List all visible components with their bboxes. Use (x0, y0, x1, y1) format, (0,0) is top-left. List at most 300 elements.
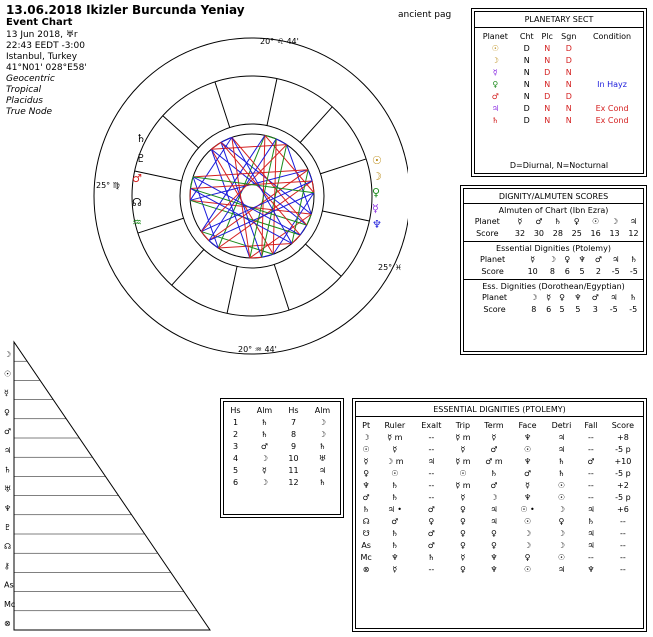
house-cusp-line (320, 159, 366, 174)
house-cusp-line (306, 244, 342, 276)
dignity-value: ♂ (587, 456, 595, 466)
dignity-value: ♃ (557, 444, 566, 454)
sect-condition (581, 42, 643, 54)
house-number: 8 (290, 429, 297, 439)
ess-dorothean-table (464, 291, 643, 315)
dignity-value: ♄ (391, 540, 399, 550)
dignity-planet: ☽ (362, 432, 370, 442)
sect-row (475, 54, 643, 66)
sect-row (475, 90, 643, 102)
house-cusp-line (300, 107, 332, 143)
ptolemy-planet-glyph: ♄ (630, 254, 638, 264)
dignity-value: ☿ (460, 492, 466, 502)
ptolemy-score-label: Score (481, 266, 504, 276)
house-almuten-table (224, 404, 340, 488)
aspect-line (276, 139, 286, 145)
dignity-value: ♆ (587, 564, 595, 574)
dorothean-planet-glyph: ☽ (530, 292, 538, 302)
dignity-value: ☽ m (386, 456, 404, 466)
ptolemy-planet-glyph: ☽ (548, 254, 557, 264)
aquarius-glyph: ♒ (132, 216, 142, 229)
grid-planet-label: ☽ (4, 350, 12, 360)
sect-place-value: N (544, 43, 551, 53)
chart-wheel (92, 30, 408, 356)
dignity-value: ☿ m (455, 432, 471, 442)
sect-place-value: N (544, 115, 551, 125)
sect-sign-value: N (565, 79, 572, 89)
sect-header: Plc (541, 31, 553, 41)
dignity-value: ♆ (523, 432, 532, 442)
dignity-planet: ♄ (362, 504, 370, 514)
dignity-value: -- (588, 552, 594, 562)
dignity-value: ☽ (557, 540, 566, 550)
house-cusp-line (163, 116, 199, 148)
almuten-planet-glyph: ♀ (573, 216, 580, 226)
dignity-value: ♂ (391, 516, 399, 526)
chart-zodiac-type: Geocentric (6, 74, 55, 84)
grid-planet-label: ☊ (4, 542, 12, 552)
dignity-value: ☽ (523, 540, 532, 550)
grid-planet-label: ⊗ (4, 619, 11, 628)
ess-dorothean-title: Ess. Dignities (Dorothean/Egyptian) (482, 282, 625, 291)
dignity-row (356, 455, 643, 467)
dignity-value: ♃ (587, 528, 595, 538)
dignity-row (356, 503, 643, 515)
almuten-title: Almuten of Chart (Ibn Ezra) (498, 206, 609, 215)
house-number: 6 (232, 477, 239, 487)
dignity-value: ♃ (490, 516, 498, 526)
dignity-planet: Mc (360, 552, 372, 562)
dignity-value: ☉ (557, 492, 566, 502)
dignity-value: ♂ (427, 504, 435, 514)
dignity-value: +2 (616, 480, 629, 490)
ptolemy-score-value: -5 (611, 266, 620, 276)
sect-sign-value: N (565, 67, 572, 77)
dignity-value: ♂ (523, 468, 532, 478)
aspect-line (308, 170, 312, 181)
dignity-value: ♃ • (387, 504, 403, 514)
mars-glyph: ♂ (132, 172, 142, 185)
dorothean-score-value: 5 (575, 304, 581, 314)
grid-planet-label: ♃ (4, 446, 12, 456)
sect-place-value: D (544, 67, 551, 77)
house-number: 2 (232, 429, 239, 439)
dignity-value: ☽ (557, 504, 566, 514)
dignity-value: ♃ (557, 564, 566, 574)
south-node-glyph: ☊ (132, 196, 142, 209)
dignity-value: ♃ (490, 504, 498, 514)
cusp-label-top: 20° ♌ 44' (260, 37, 299, 46)
house-row (224, 464, 340, 476)
dignity-value: ♃ (587, 504, 595, 514)
house-number: 3 (232, 441, 239, 451)
almuten-table (464, 215, 643, 239)
house-almuten: ♄ (318, 441, 327, 451)
planetary-sect-title: PLANETARY SECT (524, 15, 594, 24)
aspect-grid (4, 338, 218, 634)
almuten-planet-label: Planet (474, 216, 500, 226)
house-number: 5 (232, 465, 239, 475)
house-row (224, 476, 340, 488)
ptolemy-planet-glyph: ☿ (530, 254, 536, 264)
house-almuten: ☽ (260, 453, 269, 463)
planet-glyph: ☽ (491, 55, 499, 65)
dignity-value: ☿ (460, 552, 466, 562)
ptolemy-score-value: 8 (549, 266, 555, 276)
dignity-value: -5 p (615, 468, 631, 478)
dignity-planet: ♂ (362, 492, 370, 502)
cusp-label-bottom: 20° ♒ 44' (238, 345, 277, 354)
house-number: 9 (290, 441, 297, 451)
grid-planet-label: ♅ (4, 484, 12, 494)
grid-planet-label: ♀ (4, 407, 10, 417)
house-header: Hs (230, 405, 241, 415)
dorothean-score-value: -5 (629, 304, 638, 314)
dignity-header: Exalt (421, 420, 442, 430)
dignity-value: +10 (614, 456, 632, 466)
essential-dignities-table (356, 419, 643, 575)
chart-node-type: True Node (6, 107, 53, 117)
planetary-sect-panel (471, 8, 647, 177)
dignity-value: ☉ (557, 480, 566, 490)
dignity-value: -5 p (615, 444, 631, 454)
dignity-value: -- (620, 540, 626, 550)
sect-chart-value: D (523, 43, 530, 53)
dignity-row (356, 515, 643, 527)
dignity-value: ♂ m (485, 456, 503, 466)
sect-condition (581, 66, 643, 78)
sect-chart-value: D (523, 103, 530, 113)
dignity-value: ♃ (557, 432, 566, 442)
chart-place: Istanbul, Turkey (6, 52, 78, 62)
chart-time: 22:43 EEDT -3:00 (6, 41, 85, 51)
dignity-scores-panel (460, 185, 647, 355)
grid-planet-label: ☿ (4, 388, 9, 398)
dignity-value: ♃ (587, 540, 595, 550)
dignity-value: ☽ (523, 528, 532, 538)
dignity-value: ♂ (427, 528, 435, 538)
dignity-planet: ♀ (363, 468, 370, 478)
almuten-score-value: 25 (571, 228, 582, 238)
sect-place-value: D (544, 91, 551, 101)
dignity-row (356, 431, 643, 443)
house-cusp-line (138, 218, 184, 233)
dorothean-planet-glyph: ♆ (574, 292, 582, 302)
essential-dignities-panel (352, 398, 647, 632)
grid-planet-label: ⚷ (4, 561, 10, 571)
almuten-planet-glyph: ☉ (592, 216, 600, 226)
dignity-value: ☽ (557, 528, 566, 538)
ess-ptolemy-title: Essential Dignities (Ptolemy) (496, 244, 611, 253)
almuten-planet-glyph: ☿ (517, 216, 523, 226)
chart-title: 13.06.2018 Ikizler Burcunda Yeniay (6, 3, 245, 17)
planet-glyph: ♀ (492, 79, 499, 89)
sect-chart-value: N (523, 79, 530, 89)
dignity-row (356, 491, 643, 503)
dignity-row (356, 563, 643, 575)
ptolemy-planet-glyph: ♆ (578, 254, 586, 264)
sect-row (475, 66, 643, 78)
dignity-value: ♂ (490, 444, 498, 454)
dignity-value: ♄ (391, 480, 399, 490)
ptolemy-planet-glyph: ♀ (564, 254, 571, 264)
house-almuten: ☽ (318, 417, 327, 427)
dignity-value: ♀ (460, 528, 466, 538)
dignity-value: +8 (616, 432, 629, 442)
dignity-value: ♀ (558, 516, 565, 526)
dorothean-planet-glyph: ♂ (591, 292, 599, 302)
dignity-value: ♄ (391, 528, 399, 538)
almuten-score-label: Score (476, 228, 499, 238)
dignity-value: -- (428, 564, 435, 574)
dorothean-score-label: Score (483, 304, 506, 314)
ancient-page-label: ancient pag (398, 10, 452, 20)
dignity-value: ♀ (460, 540, 466, 550)
dignity-value: -- (588, 492, 594, 502)
house-almuten-panel (220, 398, 344, 518)
dignity-value: ♂ (490, 480, 498, 490)
sect-chart-value: N (523, 91, 530, 101)
sect-place-value: N (544, 79, 551, 89)
house-cusp-line (267, 79, 277, 126)
almuten-planet-glyph: ☽ (610, 216, 619, 226)
grid-planet-label: ☉ (4, 369, 12, 379)
sect-row (475, 78, 643, 90)
dignity-value: ☽ (490, 492, 498, 502)
grid-planet-label: ♂ (4, 427, 12, 436)
almuten-planet-glyph: ♄ (554, 216, 562, 226)
dignity-header: Detri (551, 420, 572, 430)
aspect-line (211, 142, 221, 149)
dignity-header: Term (484, 420, 504, 430)
grid-planet-label: Mc (4, 599, 16, 609)
house-row (224, 416, 340, 428)
dignity-scores-title: DIGNITY/ALMUTEN SCORES (498, 192, 609, 201)
dignity-value: -- (588, 480, 594, 490)
dignity-value: -- (428, 444, 435, 454)
aspect-line (300, 225, 307, 235)
sect-row (475, 114, 643, 126)
house-almuten: ♃ (318, 465, 327, 475)
sect-place-value: N (544, 103, 551, 113)
house-number: 1 (232, 417, 239, 427)
planet-glyph: ♄ (491, 115, 499, 125)
dignity-value: ♄ (427, 552, 435, 562)
dignity-header: Fall (584, 420, 598, 430)
almuten-score-value: 12 (628, 228, 639, 238)
ptolemy-score-value: -5 (629, 266, 638, 276)
dignity-value: ♀ (491, 528, 497, 538)
grid-planet-label: ♇ (4, 523, 12, 532)
dignity-value: ♀ (524, 552, 531, 562)
aspect-line (218, 243, 292, 248)
dignity-planet: ☊ (362, 516, 370, 526)
sect-sign-value: N (565, 115, 572, 125)
dignity-value: -- (620, 528, 626, 538)
planet-glyph: ♃ (491, 103, 499, 113)
dignity-value: -- (428, 492, 435, 502)
chart-zodiac-mode: Tropical (6, 85, 42, 95)
grid-planet-label: ♄ (4, 465, 12, 475)
aspect-line (190, 177, 193, 189)
dignity-value: ♀ (491, 540, 497, 550)
dignity-header: Face (518, 420, 537, 430)
almuten-planet-glyph: ♂ (535, 216, 543, 226)
dignity-value: -- (588, 468, 594, 478)
dignity-value: ♂ (427, 540, 435, 550)
dignity-value: ♀ (428, 516, 435, 526)
dignity-planet: ☋ (362, 528, 370, 538)
dignity-value: -- (588, 432, 594, 442)
house-number: 4 (232, 453, 239, 463)
chart-coords: 41°N01' 028°E58' (6, 63, 87, 73)
dignity-planet: ☿ (363, 456, 369, 466)
sect-row (475, 42, 643, 54)
venus-glyph: ♀ (372, 186, 381, 199)
dignity-row (356, 467, 643, 479)
house-number: 10 (288, 453, 299, 463)
sect-place-value: N (544, 55, 551, 65)
dignity-value: ☉ (459, 468, 467, 478)
sun-glyph: ☉ (372, 154, 382, 167)
dignity-value: ☉ (523, 516, 532, 526)
mercury-glyph: ☿ (372, 202, 379, 215)
sect-header: Cht (519, 31, 534, 41)
dignity-value: ♀ (460, 516, 466, 526)
dignity-value: ♃ (427, 456, 435, 466)
house-header: Hs (288, 405, 299, 415)
house-number: 12 (288, 477, 299, 487)
sect-row (475, 102, 643, 114)
dignity-value: ☉ • (520, 504, 535, 514)
dorothean-score-value: 6 (546, 304, 552, 314)
dignity-value: ♆ (391, 552, 399, 562)
planetary-sect-table (475, 30, 643, 126)
house-cusp-line (215, 82, 230, 128)
chart-house-system: Placidus (6, 96, 43, 106)
dorothean-score-value: 8 (531, 304, 537, 314)
planet-glyph: ☿ (492, 67, 498, 77)
dignity-planet: ☉ (362, 444, 370, 454)
dignity-value: ☿ (460, 444, 466, 454)
aspect-line (262, 254, 274, 257)
sect-condition: In Hayz (597, 79, 627, 89)
dorothean-score-value: 5 (559, 304, 565, 314)
dignity-value: ♄ (557, 468, 566, 478)
dignity-value: ♆ (490, 564, 498, 574)
house-almuten: ♄ (318, 477, 327, 487)
dignity-value: ♄ (391, 492, 399, 502)
almuten-score-value: 13 (609, 228, 620, 238)
almuten-score-value: 32 (514, 228, 526, 238)
almuten-score-value: 30 (533, 228, 545, 238)
dignity-value: ♄ (557, 456, 566, 466)
pluto-glyph: ♇ (136, 152, 146, 165)
house-almuten: ☿ (262, 465, 267, 475)
dignity-value: ☿ (525, 480, 530, 490)
house-almuten: ☽ (318, 429, 327, 439)
dignity-value: ♆ (523, 492, 532, 502)
sect-header: Planet (482, 31, 508, 41)
saturn-glyph: ♄ (136, 132, 146, 145)
dignity-value: ☿ (392, 564, 398, 574)
dignity-row (356, 539, 643, 551)
house-cusp-line (227, 266, 237, 313)
dignity-row (356, 443, 643, 455)
house-almuten: ♅ (318, 453, 327, 463)
ptolemy-score-value: 2 (595, 266, 601, 276)
house-cusp-line (274, 264, 289, 310)
dignity-value: -- (428, 480, 435, 490)
dorothean-planet-glyph: ♄ (629, 292, 637, 302)
dignity-value: -- (588, 444, 594, 454)
ptolemy-planet-glyph: ♃ (612, 254, 620, 264)
dignity-value: ☉ (391, 468, 399, 478)
dignity-value: ♄ (490, 468, 498, 478)
house-almuten: ♄ (260, 417, 269, 427)
sect-header: Sgn (561, 31, 577, 41)
dorothean-planet-glyph: ♀ (559, 292, 565, 302)
almuten-score-value: 28 (552, 228, 563, 238)
ptolemy-planet-glyph: ♂ (594, 254, 603, 264)
dorothean-planet-glyph: ☿ (546, 292, 552, 302)
dignity-value: ♀ (460, 564, 466, 574)
sect-sign-value: D (565, 43, 572, 53)
sect-sign-value: D (565, 55, 572, 65)
dignity-planet: As (361, 540, 371, 550)
grid-planet-label: As (4, 580, 14, 590)
house-row (224, 428, 340, 440)
sect-condition: Ex Cond (595, 103, 629, 113)
sect-chart-value: N (523, 55, 530, 65)
sect-header: Condition (592, 31, 632, 41)
dignity-value: ☉ (557, 552, 566, 562)
dorothean-planet-glyph: ♃ (610, 292, 618, 302)
dignity-value: ☿ (491, 432, 497, 442)
moon-glyph: ☽ (372, 170, 382, 183)
house-header: Alm (256, 405, 273, 415)
dignity-value: -- (428, 432, 435, 442)
dignity-row (356, 527, 643, 539)
ptolemy-score-value: 5 (579, 266, 585, 276)
sect-chart-value: N (523, 67, 530, 77)
almuten-planet-glyph: ♃ (629, 216, 638, 226)
house-almuten: ♄ (260, 429, 269, 439)
dignity-value: ☉ (523, 564, 532, 574)
house-row (224, 440, 340, 452)
dignity-row (356, 551, 643, 563)
dignity-value: ☉ (523, 444, 532, 454)
dorothean-score-value: 3 (592, 304, 598, 314)
dignity-value: +6 (616, 504, 629, 514)
dignity-header: Trip (455, 420, 471, 430)
dignity-value: ♄ (587, 516, 595, 526)
dignity-value: ♆ (523, 456, 532, 466)
sect-chart-value: D (523, 115, 530, 125)
almuten-score-value: 16 (590, 228, 601, 238)
house-almuten: ☽ (260, 477, 269, 487)
dignity-header: Score (611, 420, 635, 430)
dignity-header: Ruler (384, 420, 406, 430)
neptune-glyph: ♆ (372, 218, 382, 231)
dignity-value: ♀ (460, 504, 466, 514)
house-cusp-line (322, 211, 369, 221)
house-number: 11 (288, 465, 299, 475)
dignity-value: ♆ (490, 552, 498, 562)
cusp-label-left: 25° ♍ (96, 181, 120, 190)
dignity-value: -- (620, 552, 626, 562)
ptolemy-planet-label: Planet (480, 254, 506, 264)
